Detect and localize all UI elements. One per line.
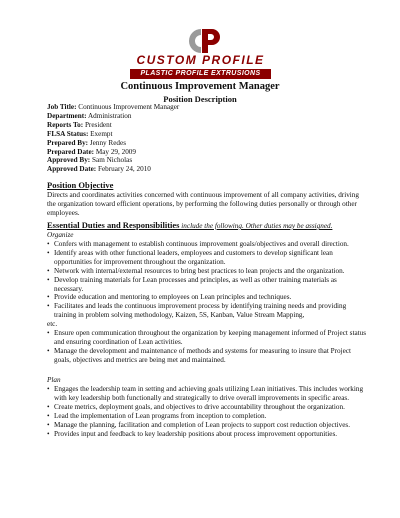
meta-value: May 29, 2009 bbox=[95, 147, 136, 156]
meta-value: Administration bbox=[87, 111, 132, 120]
list-item: • Create metrics, deployment goals, and objectives to drive accountability throughout the organization. bbox=[47, 403, 367, 412]
meta-row bbox=[47, 130, 377, 139]
duties-note: include the following. Other duties may be assigned. bbox=[179, 222, 333, 230]
page-subtitle: Position Description bbox=[163, 94, 237, 104]
plan-label: Plan bbox=[47, 376, 61, 384]
meta-row bbox=[47, 165, 377, 174]
logo-cp-mark bbox=[176, 28, 226, 54]
logo-name: CUSTOM PROFILE bbox=[136, 53, 265, 67]
objective-text: Directs and coordinates activities concerned with continuous improvement of all company activities, driving the organization toward efficient operations, by performing the following duties personally or through other employees. bbox=[47, 191, 359, 217]
meta-label: Prepared By: bbox=[47, 138, 89, 147]
objective-heading: Position Objective bbox=[47, 180, 114, 190]
meta-label: FLSA Status: bbox=[47, 129, 89, 138]
meta-label: Approved Date: bbox=[47, 165, 97, 174]
list-item: • Provide education and mentoring to employees on Lean principles and techniques. bbox=[47, 293, 367, 302]
meta-value: February 24, 2010 bbox=[97, 165, 151, 174]
list-item-continuation: etc. bbox=[47, 320, 58, 329]
meta-value: Continuous Improvement Manager bbox=[78, 103, 180, 111]
duties-heading-text: Essential Duties and Responsibilities bbox=[47, 220, 180, 230]
meta-value: Jenny Redes bbox=[89, 138, 126, 147]
list-item: • Engages the leadership team in setting and achieving goals utilizing Lean initiatives. This includes working with key leadership both functionally and strategically to drive overall improvements in specific areas. bbox=[47, 385, 367, 403]
list-item: • Identify areas with other functional leaders, employees and customers to develop significant lean opportunities for improvement throughout the organization. bbox=[47, 249, 367, 267]
meta-label: Job Title: bbox=[47, 103, 77, 111]
list-item: • Lead the implementation of Lean programs from inception to completion. bbox=[47, 412, 367, 421]
plan-list bbox=[47, 385, 367, 438]
duties-heading bbox=[47, 220, 332, 230]
meta-row bbox=[47, 156, 377, 165]
meta-value: Sam Nicholas bbox=[92, 156, 133, 165]
meta-row bbox=[47, 121, 377, 130]
meta-value: Exempt bbox=[90, 129, 113, 138]
page-title: Continuous Improvement Manager bbox=[120, 81, 280, 92]
meta-row bbox=[47, 139, 377, 148]
logo-tagline: PLASTIC PROFILE EXTRUSIONS bbox=[130, 69, 271, 79]
meta-label: Reports To: bbox=[47, 120, 84, 129]
meta-label: Prepared Date: bbox=[47, 147, 95, 156]
meta-row bbox=[47, 103, 377, 112]
job-meta bbox=[47, 103, 377, 174]
meta-value: President bbox=[84, 120, 112, 129]
list-item: • Manage the planning, facilitation and completion of Lean projects to support cost reduction objectives. bbox=[47, 421, 367, 430]
meta-row bbox=[47, 148, 377, 157]
list-item: • Network with internal/external resources to bring best practices to lean projects and the organization. bbox=[47, 267, 367, 276]
meta-label: Department: bbox=[47, 111, 87, 120]
meta-label: Approved By: bbox=[47, 156, 91, 165]
meta-row bbox=[47, 112, 377, 121]
list-item: • Develop training materials for Lean processes and principles, as well as other training materials as necessary. bbox=[47, 276, 367, 294]
company-logo bbox=[118, 28, 283, 80]
organize-label: Organize bbox=[47, 231, 74, 239]
list-item: • Facilitates and leads the continuous improvement process by identifying training needs and providing training in problem solving methodology, Kaizen, 5S, Kanban, Value Stream Mapping, bbox=[47, 302, 367, 320]
list-item: • Provides input and feedback to key leadership positions about process improvement opportunities. bbox=[47, 430, 367, 439]
list-item: • Manage the development and maintenance of methods and systems for measuring to insure that Project goals, objectives and metrics are being met and maintained. bbox=[47, 347, 367, 365]
list-item: • Ensure open communication throughout the organization by keeping management informed of Project status and ensuring coordination of Lean activities. bbox=[47, 329, 367, 347]
organize-list bbox=[47, 240, 367, 365]
list-item: • Confers with management to establish continuous improvement goals/objectives and overall direction. bbox=[47, 240, 367, 249]
